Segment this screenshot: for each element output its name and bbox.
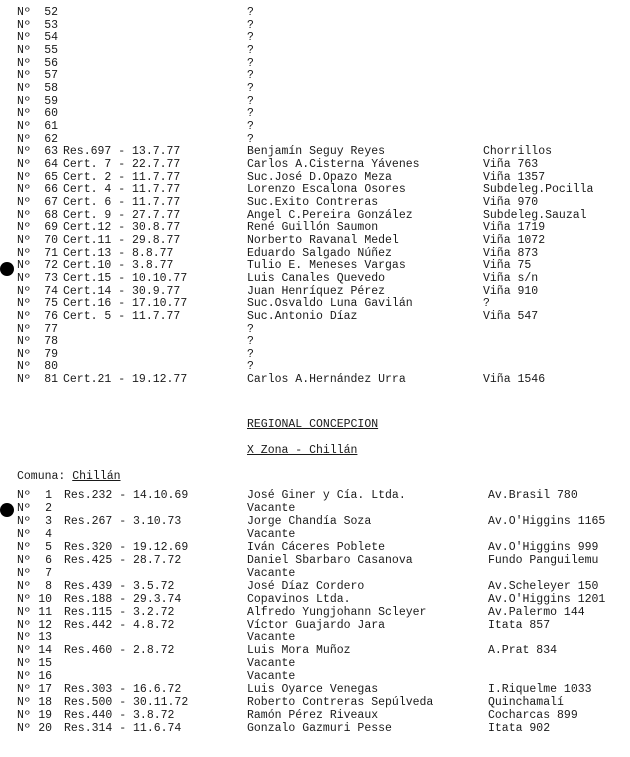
row-reference: Res.188 - 29.3.74 <box>64 592 182 606</box>
comuna-label: Comuna: <box>17 470 66 483</box>
row-name: Daniel Sbarbaro Casanova <box>247 553 413 567</box>
row-number: 74 <box>44 284 58 298</box>
row-no-label: Nº <box>17 605 31 619</box>
row-no-label: Nº <box>17 683 31 697</box>
table-row <box>0 69 630 82</box>
row-name: Benjamín Seguy Reyes <box>247 145 386 159</box>
row-number: 56 <box>44 56 58 70</box>
table-row <box>0 158 630 171</box>
row-number: 10 <box>38 592 52 606</box>
row-address: Itata 857 <box>488 618 551 632</box>
row-number: 81 <box>44 373 58 387</box>
row-reference: Res.442 - 4.8.72 <box>64 618 175 632</box>
row-no-label: Nº <box>17 347 31 361</box>
table-row <box>0 19 630 32</box>
row-no-label: Nº <box>17 246 31 260</box>
table-row <box>0 234 630 247</box>
row-reference: Res.439 - 3.5.72 <box>64 579 175 593</box>
row-no-label: Nº <box>17 631 31 645</box>
table-row <box>0 644 630 657</box>
row-address: Av.Brasil 780 <box>488 489 578 502</box>
row-reference: Cert.13 - 8.8.77 <box>63 246 174 260</box>
row-name: ? <box>247 81 254 95</box>
row-reference: Res.303 - 16.6.72 <box>64 683 182 697</box>
row-number: 19 <box>38 709 52 723</box>
row-name: ? <box>247 69 254 83</box>
table-row <box>0 335 630 348</box>
row-number: 61 <box>44 119 58 133</box>
row-no-label: Nº <box>17 43 31 57</box>
row-name: ? <box>247 6 254 19</box>
table-row <box>0 709 630 722</box>
row-no-label: Nº <box>17 208 31 222</box>
row-address: Chorrillos <box>483 145 553 159</box>
table-row <box>0 580 630 593</box>
row-name: Luis Oyarce Venegas <box>247 683 379 697</box>
row-number: 53 <box>44 18 58 32</box>
row-address: Cocharcas 899 <box>488 709 578 723</box>
row-name: Suc.José D.Opazo Meza <box>247 170 392 184</box>
row-address: Av.Palermo 144 <box>488 605 585 619</box>
row-reference: Cert. 5 - 11.7.77 <box>63 309 181 323</box>
table-row <box>0 221 630 234</box>
row-no-label: Nº <box>17 657 31 671</box>
row-number: 78 <box>44 335 58 349</box>
table-row <box>0 107 630 120</box>
row-no-label: Nº <box>17 309 31 323</box>
row-reference: Cert. 9 - 27.7.77 <box>63 208 181 222</box>
table-row <box>0 515 630 528</box>
row-address: I.Riquelme 1033 <box>488 683 592 697</box>
row-address: Viña 75 <box>483 259 532 273</box>
row-no-label: Nº <box>17 566 31 580</box>
table-row <box>0 567 630 580</box>
row-no-label: Nº <box>17 259 31 273</box>
table-row <box>0 541 630 554</box>
row-name: ? <box>247 322 254 336</box>
table-row <box>0 502 630 515</box>
table-row <box>0 489 630 502</box>
row-reference: Res.500 - 30.11.72 <box>64 696 189 710</box>
row-reference: Cert.16 - 17.10.77 <box>63 297 188 311</box>
row-number: 79 <box>44 347 58 361</box>
row-number: 73 <box>44 271 58 285</box>
row-address: Av.Scheleyer 150 <box>488 579 599 593</box>
row-no-label: Nº <box>17 335 31 349</box>
table-row <box>0 171 630 184</box>
table-row <box>0 554 630 567</box>
row-name: ? <box>247 119 254 133</box>
table-row <box>0 310 630 323</box>
row-number: 16 <box>38 670 52 684</box>
row-number: 2 <box>45 501 52 515</box>
row-number: 71 <box>44 246 58 260</box>
row-reference: Res.267 - 3.10.73 <box>64 514 182 528</box>
row-name: ? <box>247 360 254 374</box>
row-name: Jorge Chandía Soza <box>247 514 372 528</box>
table-row <box>0 31 630 44</box>
row-no-label: Nº <box>17 284 31 298</box>
comuna-value: Chillán <box>72 470 121 483</box>
row-address: Viña 970 <box>483 195 539 209</box>
regional-heading: REGIONAL CONCEPCION <box>247 418 379 431</box>
table-row <box>0 593 630 606</box>
row-name: Vacante <box>247 501 296 515</box>
row-number: 54 <box>44 31 58 45</box>
row-reference: Cert. 2 - 11.7.77 <box>63 170 181 184</box>
row-name: Ramón Pérez Riveaux <box>247 709 379 723</box>
row-number: 76 <box>44 309 58 323</box>
row-number: 18 <box>38 696 52 710</box>
row-name: ? <box>247 347 254 361</box>
row-name: Tulio E. Meneses Vargas <box>247 259 406 273</box>
table-row <box>0 631 630 644</box>
row-number: 17 <box>38 683 52 697</box>
row-name: Vacante <box>247 527 296 541</box>
row-name: Angel C.Pereira González <box>247 208 413 222</box>
row-no-label: Nº <box>17 183 31 197</box>
row-no-label: Nº <box>17 618 31 632</box>
row-no-label: Nº <box>17 373 31 387</box>
row-reference: Cert.10 - 3.8.77 <box>63 259 174 273</box>
row-no-label: Nº <box>17 709 31 723</box>
row-number: 1 <box>45 489 52 502</box>
table-row <box>0 247 630 260</box>
row-no-label: Nº <box>17 56 31 70</box>
row-no-label: Nº <box>17 195 31 209</box>
row-no-label: Nº <box>17 107 31 121</box>
table-row <box>0 670 630 683</box>
row-reference: Res.440 - 3.8.72 <box>64 709 175 723</box>
row-reference: Cert.12 - 30.8.77 <box>63 221 181 235</box>
table-row <box>0 619 630 632</box>
row-number: 11 <box>38 605 52 619</box>
row-reference: Cert.14 - 30.9.77 <box>63 284 181 298</box>
row-address: Av.O'Higgins 1165 <box>488 514 606 528</box>
table-row <box>0 373 630 386</box>
table-row <box>0 259 630 272</box>
table-row <box>0 323 630 336</box>
row-name: ? <box>247 107 254 121</box>
row-number: 3 <box>45 514 52 528</box>
row-name: Suc.Antonio Díaz <box>247 309 358 323</box>
row-name: Alfredo Yungjohann Scleyer <box>247 605 427 619</box>
row-no-label: Nº <box>17 233 31 247</box>
row-reference: Cert.11 - 29.8.77 <box>63 233 181 247</box>
row-name: ? <box>247 335 254 349</box>
row-name: Eduardo Salgado Núñez <box>247 246 392 260</box>
row-name: Iván Cáceres Poblete <box>247 540 386 554</box>
row-no-label: Nº <box>17 644 31 658</box>
row-no-label: Nº <box>17 297 31 311</box>
row-number: 14 <box>38 644 52 658</box>
row-no-label: Nº <box>17 221 31 235</box>
row-address: Av.O'Higgins 999 <box>488 540 599 554</box>
row-number: 63 <box>44 145 58 159</box>
table-row <box>0 348 630 361</box>
row-name: ? <box>247 31 254 45</box>
row-no-label: Nº <box>17 18 31 32</box>
row-number: 60 <box>44 107 58 121</box>
row-name: ? <box>247 94 254 108</box>
row-no-label: Nº <box>17 271 31 285</box>
row-no-label: Nº <box>17 579 31 593</box>
row-no-label: Nº <box>17 722 31 736</box>
row-name: ? <box>247 56 254 70</box>
row-address: Viña 547 <box>483 309 539 323</box>
row-no-label: Nº <box>17 132 31 146</box>
row-number: 58 <box>44 81 58 95</box>
row-no-label: Nº <box>17 540 31 554</box>
row-number: 7 <box>45 566 52 580</box>
row-reference: Cert.15 - 10.10.77 <box>63 271 188 285</box>
row-reference: Cert. 7 - 22.7.77 <box>63 157 181 171</box>
row-name: Luis Mora Muñoz <box>247 644 351 658</box>
row-address: Quinchamalí <box>488 696 564 710</box>
table-row <box>0 57 630 70</box>
table-row <box>0 120 630 133</box>
row-name: Carlos A.Cisterna Yávenes <box>247 157 420 171</box>
row-number: 70 <box>44 233 58 247</box>
row-number: 80 <box>44 360 58 374</box>
row-name: Norberto Ravanal Medel <box>247 233 399 247</box>
row-name: René Guillón Saumon <box>247 221 379 235</box>
table-row <box>0 360 630 373</box>
row-name: Gonzalo Gazmuri Pesse <box>247 722 392 736</box>
row-name: ? <box>247 43 254 57</box>
table-row <box>0 722 630 735</box>
row-reference: Res.425 - 28.7.72 <box>64 553 182 567</box>
row-number: 15 <box>38 657 52 671</box>
table-row <box>0 696 630 709</box>
row-number: 13 <box>38 631 52 645</box>
table-row <box>0 82 630 95</box>
row-no-label: Nº <box>17 145 31 159</box>
row-name: José Díaz Cordero <box>247 579 365 593</box>
row-name: Suc.Osvaldo Luna Gavilán <box>247 297 413 311</box>
row-name: Suc.Exito Contreras <box>247 195 379 209</box>
row-no-label: Nº <box>17 360 31 374</box>
row-address: A.Prat 834 <box>488 644 558 658</box>
row-no-label: Nº <box>17 157 31 171</box>
table-row <box>0 44 630 57</box>
table-row <box>0 297 630 310</box>
row-number: 6 <box>45 553 52 567</box>
row-number: 12 <box>38 618 52 632</box>
row-name: José Giner y Cía. Ltda. <box>247 489 406 502</box>
table-row <box>0 657 630 670</box>
row-number: 66 <box>44 183 58 197</box>
row-address: Viña 873 <box>483 246 539 260</box>
row-number: 59 <box>44 94 58 108</box>
row-address: Viña 1357 <box>483 170 546 184</box>
row-number: 62 <box>44 132 58 146</box>
row-reference: Res.697 - 13.7.77 <box>63 145 181 159</box>
row-no-label: Nº <box>17 501 31 515</box>
row-name: Víctor Guajardo Jara <box>247 618 386 632</box>
row-no-label: Nº <box>17 322 31 336</box>
row-no-label: Nº <box>17 489 31 502</box>
row-name: Juan Henríquez Pérez <box>247 284 386 298</box>
row-no-label: Nº <box>17 696 31 710</box>
row-name: ? <box>247 18 254 32</box>
row-number: 8 <box>45 579 52 593</box>
row-number: 5 <box>45 540 52 554</box>
table-row <box>0 272 630 285</box>
row-reference: Res.460 - 2.8.72 <box>64 644 175 658</box>
row-reference: Res.314 - 11.6.74 <box>64 722 182 736</box>
row-no-label: Nº <box>17 527 31 541</box>
row-address: Subdeleg.Sauzal <box>483 208 587 222</box>
row-no-label: Nº <box>17 31 31 45</box>
row-name: Copavinos Ltda. <box>247 592 351 606</box>
row-number: 77 <box>44 322 58 336</box>
comuna-line <box>17 470 121 483</box>
row-number: 72 <box>44 259 58 273</box>
row-address: ? <box>483 297 490 311</box>
row-name: Vacante <box>247 566 296 580</box>
row-name: Roberto Contreras Sepúlveda <box>247 696 434 710</box>
table-row <box>0 528 630 541</box>
row-reference: Res.115 - 3.2.72 <box>64 605 175 619</box>
row-number: 55 <box>44 43 58 57</box>
row-name: Carlos A.Hernández Urra <box>247 373 406 387</box>
row-address: Viña 1546 <box>483 373 546 387</box>
row-reference: Cert. 4 - 11.7.77 <box>63 183 181 197</box>
row-number: 64 <box>44 157 58 171</box>
table-row <box>0 95 630 108</box>
row-no-label: Nº <box>17 119 31 133</box>
row-no-label: Nº <box>17 81 31 95</box>
table-row <box>0 683 630 696</box>
table-row <box>0 196 630 209</box>
row-no-label: Nº <box>17 514 31 528</box>
row-name: Vacante <box>247 631 296 645</box>
row-reference: Res.232 - 14.10.69 <box>64 489 189 502</box>
row-address: Viña s/n <box>483 271 539 285</box>
row-address: Viña 1072 <box>483 233 546 247</box>
row-number: 52 <box>44 6 58 19</box>
row-address: Itata 902 <box>488 722 551 736</box>
row-reference: Cert. 6 - 11.7.77 <box>63 195 181 209</box>
row-number: 75 <box>44 297 58 311</box>
row-reference: Res.320 - 19.12.69 <box>64 540 189 554</box>
table-row <box>0 145 630 158</box>
row-number: 67 <box>44 195 58 209</box>
row-number: 57 <box>44 69 58 83</box>
row-no-label: Nº <box>17 94 31 108</box>
row-address: Av.O'Higgins 1201 <box>488 592 606 606</box>
table-row <box>0 133 630 146</box>
row-reference: Cert.21 - 19.12.77 <box>63 373 188 387</box>
row-address: Fundo Panguilemu <box>488 553 599 567</box>
table-row <box>0 285 630 298</box>
row-number: 4 <box>45 527 52 541</box>
row-no-label: Nº <box>17 670 31 684</box>
row-number: 69 <box>44 221 58 235</box>
row-address: Viña 763 <box>483 157 539 171</box>
table-row <box>0 183 630 196</box>
row-name: Vacante <box>247 670 296 684</box>
row-name: Luis Canales Quevedo <box>247 271 386 285</box>
row-no-label: Nº <box>17 553 31 567</box>
row-number: 65 <box>44 170 58 184</box>
row-address: Viña 910 <box>483 284 539 298</box>
row-no-label: Nº <box>17 592 31 606</box>
table-row <box>0 6 630 19</box>
row-name: ? <box>247 132 254 146</box>
row-address: Viña 1719 <box>483 221 546 235</box>
table-row <box>0 606 630 619</box>
row-no-label: Nº <box>17 6 31 19</box>
row-name: Vacante <box>247 657 296 671</box>
row-name: Lorenzo Escalona Osores <box>247 183 406 197</box>
table-row <box>0 209 630 222</box>
row-number: 20 <box>38 722 52 736</box>
zona-heading: X Zona - Chillán <box>247 444 358 457</box>
row-no-label: Nº <box>17 69 31 83</box>
row-address: Subdeleg.Pocilla <box>483 183 594 197</box>
row-no-label: Nº <box>17 170 31 184</box>
row-number: 68 <box>44 208 58 222</box>
